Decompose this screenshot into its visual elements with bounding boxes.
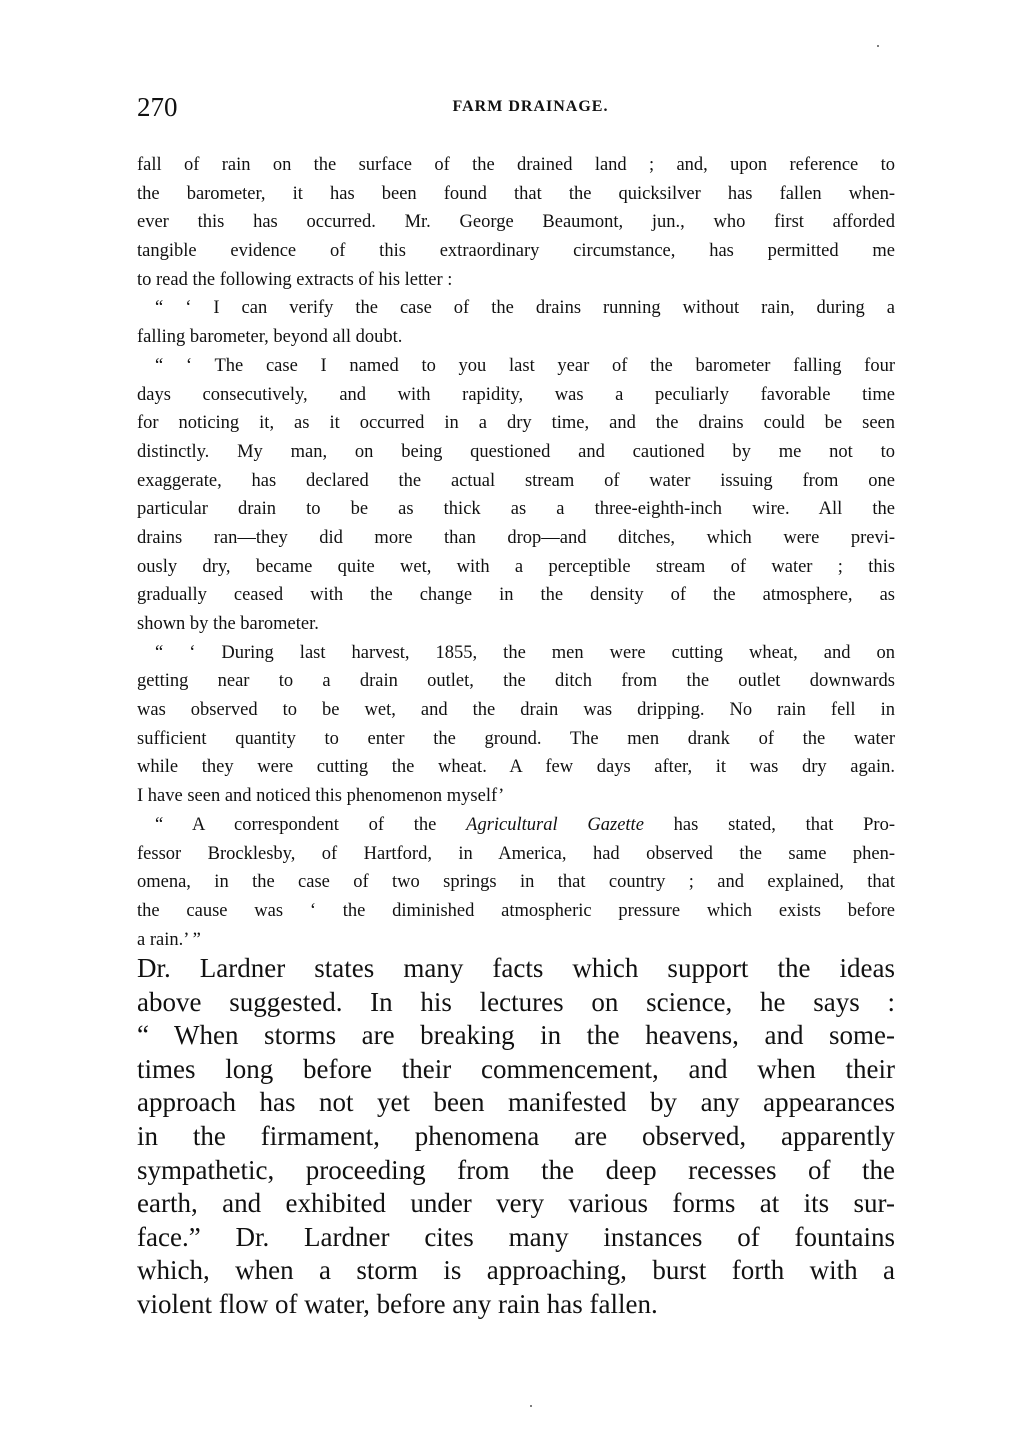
text-line: sufficient quantity to enter the ground. The men drank of the water [137,728,895,749]
text-segment: has stated, that Pro- [643,814,895,835]
text-line: drains ran—they did more than drop—and ditches, which were previ- [137,527,895,548]
text-line: which, when a storm is approaching, burst forth with a [137,1255,895,1286]
scan-speck [530,1405,532,1407]
quoted-extracts [137,151,895,954]
running-head: FARM DRAINAGE. [452,98,609,115]
text-line: “ ‘ During last harvest, 1855, the men were cutting wheat, and on [155,642,895,663]
scan-speck [877,45,879,47]
page-number: 270 [137,92,178,122]
body-paragraph [137,952,895,1322]
text-line: times long before their commencement, and when their [137,1053,895,1084]
text-line: distinctly. My man, on being questioned and cautioned by me not to [137,441,895,462]
text-line: shown by the barometer. [137,614,319,634]
text-line: while they were cutting the wheat. A few days after, it was dry again. [137,757,895,778]
text-line: tangible evidence of this extraordinary circumstance, has permitted me [137,241,895,262]
text-line: face.” Dr. Lardner cites many instances of fountains [137,1221,895,1252]
text-line: “ ‘ The case I named to you last year of the barometer falling four [155,355,895,376]
text-line: ously dry, became quite wet, with a perceptible stream of water ; this [137,556,895,577]
text-line: in the firmament, phenomena are observed, apparently [137,1120,895,1151]
text-line: above suggested. In his lectures on science, he says : [137,986,895,1017]
text-line: falling barometer, beyond all doubt. [137,327,403,348]
text-line [137,811,895,840]
text-line: getting near to a drain outlet, the ditch from the outlet downwards [137,671,895,692]
text-line: Dr. Lardner states many facts which support the ideas [137,953,895,983]
text-segment: “ A correspondent of the [155,814,467,835]
text-line: “ ‘ I can verify the case of the drains running without rain, during a [155,298,895,319]
text-line: gradually ceased with the change in the density of the atmosphere, as [137,585,895,606]
text-line: particular drain to be as thick as a three-eighth-inch wire. All the [137,499,895,520]
text-line: days consecutively, and with rapidity, was a peculiarly favorable time [137,384,895,405]
text-line: approach has not yet been manifested by any appearances [137,1087,895,1118]
italic-title: Agricultural Gazette [466,814,644,835]
text-line: earth, and exhibited under very various forms at its sur- [137,1188,895,1219]
text-line: fall of rain on the surface of the drained land ; and, upon reference to [137,155,895,175]
text-line: the barometer, it has been found that the quicksilver has fallen when- [137,183,895,204]
text-line: exaggerate, has declared the actual stream of water issuing from one [137,470,895,491]
text-line: ever this has occurred. Mr. George Beaumont, jun., who first afforded [137,212,895,233]
text-line: the cause was ‘ the diminished atmospheric pressure which exists before [137,900,895,921]
text-line: fessor Brocklesby, of Hartford, in America, had observed the same phen- [137,843,895,864]
text-line: omena, in the case of two springs in that country ; and explained, that [137,872,895,893]
text-line: “ When storms are breaking in the heavens, and some- [137,1020,895,1051]
text-line: a rain.’ ” [137,929,201,950]
text-line: violent flow of water, before any rain has fallen. [137,1288,658,1319]
text-line: was observed to be wet, and the drain was dripping. No rain fell in [137,700,895,721]
text-line: for noticing it, as it occurred in a dry time, and the drains could be seen [137,413,895,434]
text-line: I have seen and noticed this phenomenon myself’ [137,786,505,807]
text-line: to read the following extracts of his letter : [137,269,453,290]
text-line: sympathetic, proceeding from the deep recesses of the [137,1154,895,1185]
